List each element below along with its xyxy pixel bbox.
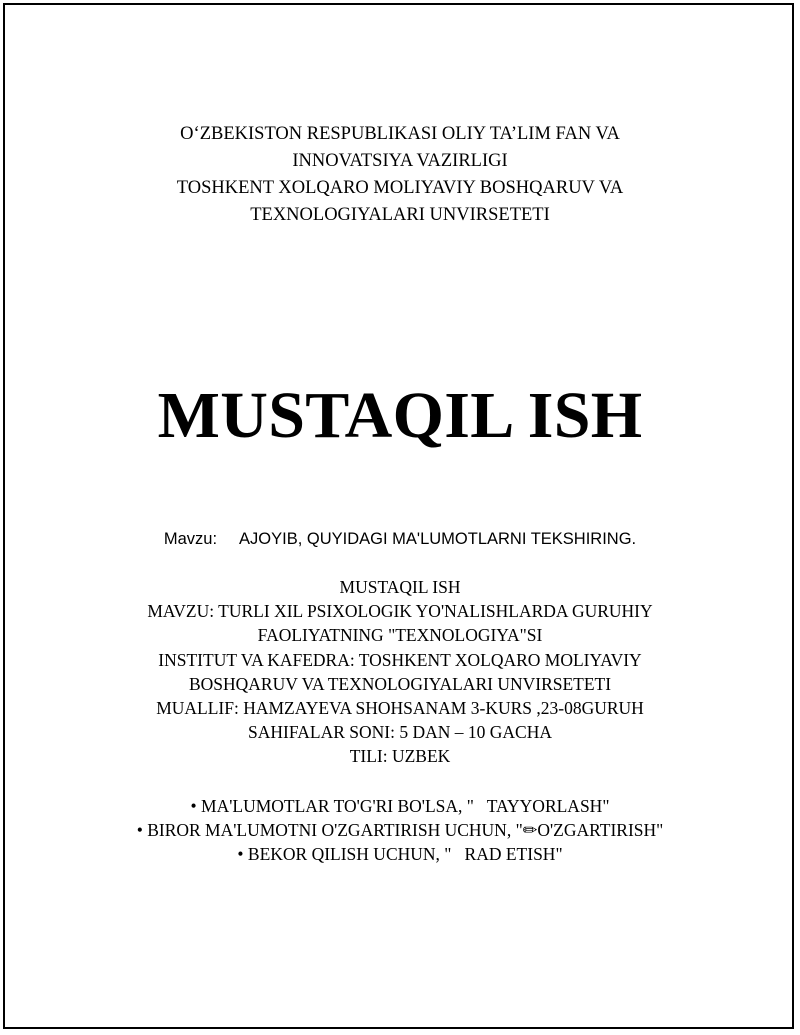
details-line: BOSHQARUV VA TEXNOLOGIYALARI UNVIRSETETI [188,673,612,694]
bullet-item: • BEKOR QILISH UCHUN, " RAD ETISH" [237,844,563,865]
details-line: TILI: UZBEK [349,746,451,767]
document-title: MUSTAQIL ISH [157,379,643,452]
details-line: MUSTAQIL ISH [339,577,461,597]
header-line: TEXNOLOGIYALARI UNVIRSETETI [250,205,550,225]
bullet-list [0,794,800,867]
details-line: MUALLIF: HAMZAYEVA SHOHSANAM 3-KURS ,23-08GURUH [156,698,644,719]
details-line: INSTITUT VA KAFEDRA: TOSHKENT XOLQARO MOLIYAVIY [158,649,642,670]
topic-label: Mavzu: [163,530,218,548]
details-block [0,575,800,769]
bullet-item: • BIROR MA'LUMOTNI O'ZGARTIRISH UCHUN, "✏O'ZGARTIRISH" [136,820,664,841]
bullet-item: • MA'LUMOTLAR TO'G'RI BO'LSA, " TAYYORLASH" [190,796,610,816]
header-line: INNOVATSIYA VAZIRLIGI [292,151,508,171]
header-line: TOSHKENT XOLQARO MOLIYAVIY BOSHQARUV VA [176,178,624,198]
header-line: O‘ZBEKISTON RESPUBLIKASI OLIY TA’LIM FAN VA [180,124,620,144]
institution-header [0,121,800,229]
topic-line [0,527,800,551]
details-line: MAVZU: TURLI XIL PSIXOLOGIK YO'NALISHLARDA GURUHIY [147,601,653,622]
topic-value: AJOYIB, QUYIDAGI MA'LUMOTLARNI TEKSHIRING. [239,530,637,548]
details-line: FAOLIYATNING "TEXNOLOGIYA"SI [257,625,543,646]
details-line: SAHIFALAR SONI: 5 DAN – 10 GACHA [248,722,552,743]
